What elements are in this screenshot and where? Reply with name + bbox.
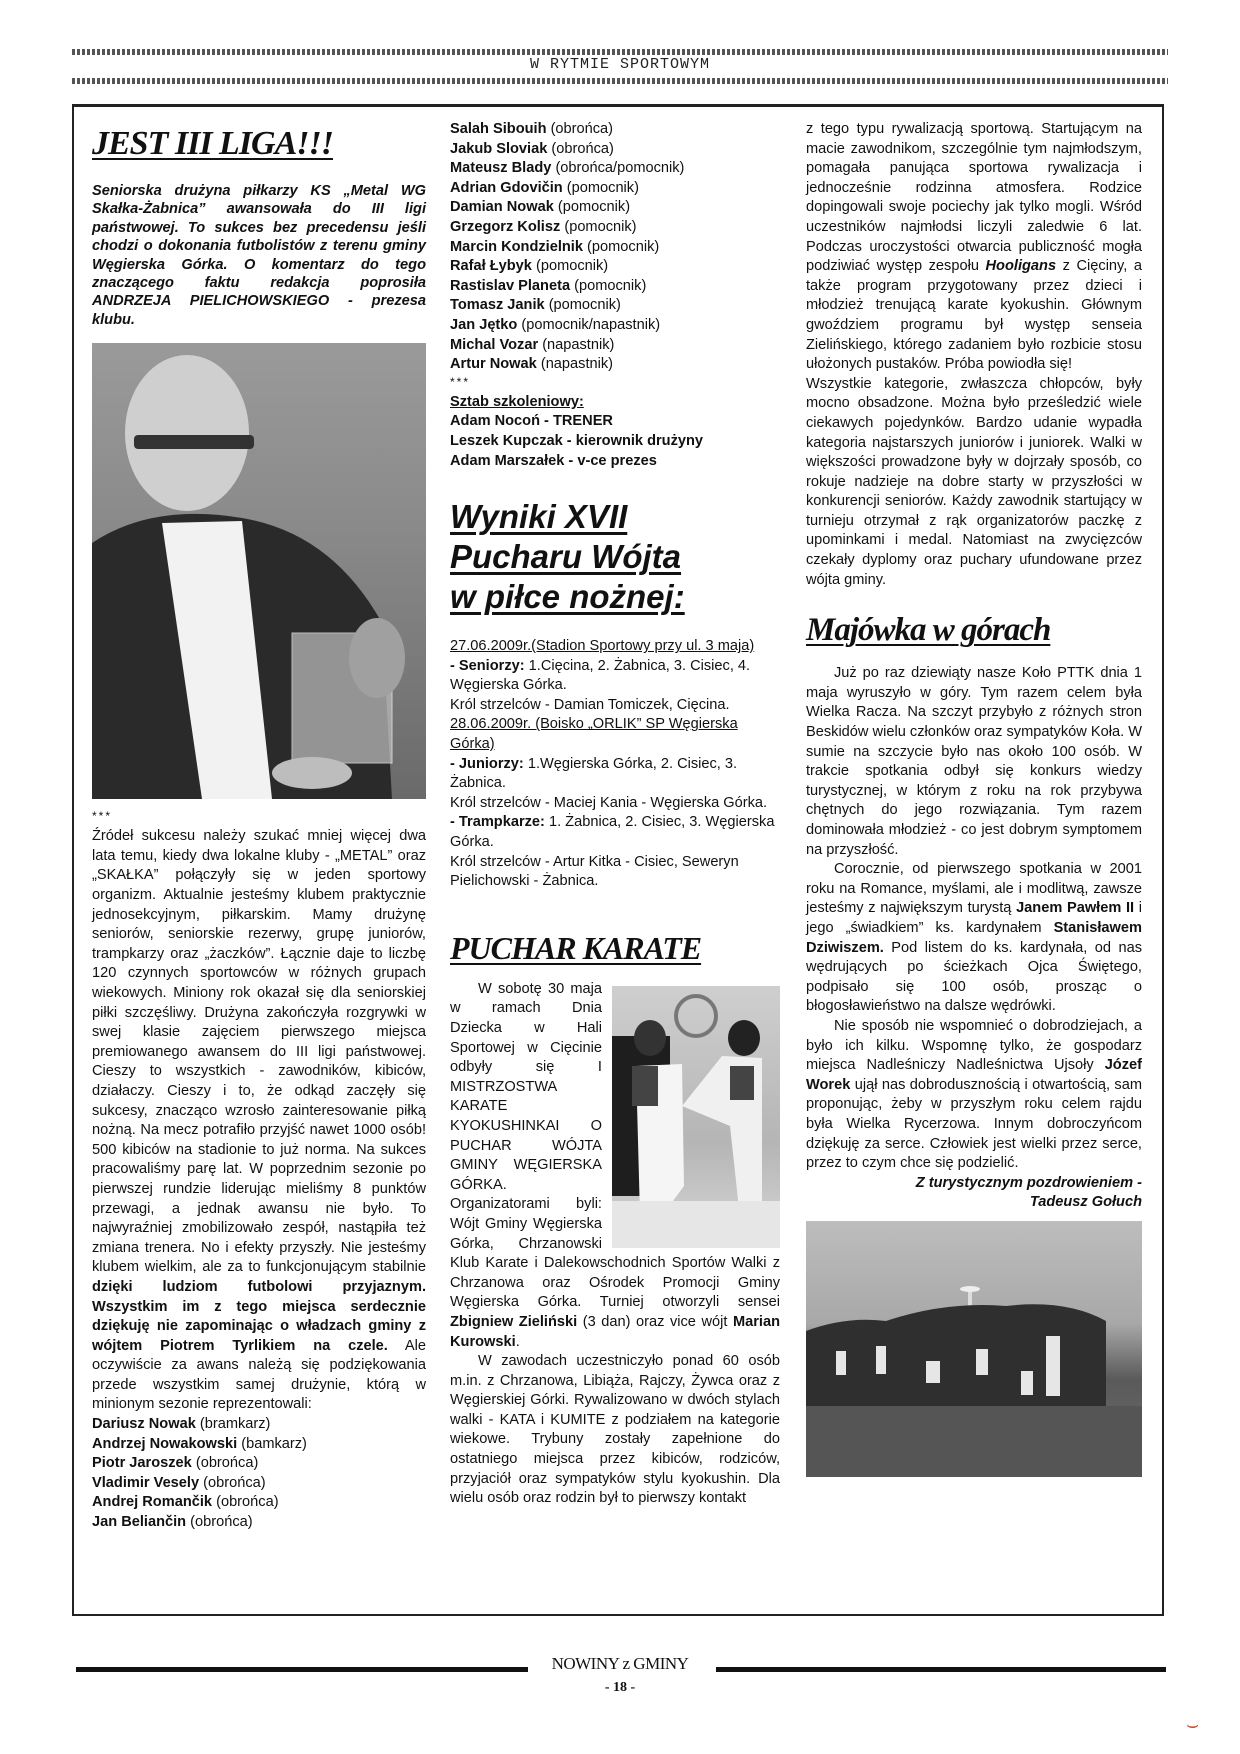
signature-author: Tadeusz Gołuch — [1029, 1194, 1142, 1211]
player-role: (bramkarz) — [199, 1416, 271, 1433]
signature-greeting: Z turystycznym pozdrowieniem - — [915, 1174, 1142, 1191]
player-role: (obrońca) — [551, 140, 614, 157]
players-list-cont — [450, 120, 780, 375]
pope-name: Janem Pawłem II — [1016, 900, 1135, 917]
day1-heading: 27.06.2009r.(Stadion Sportowy przy ul. 3 maja) — [450, 638, 755, 655]
juniorzy-scorer: Król strzelców - Maciej Kania - Węgierska Górka. — [450, 794, 768, 811]
player-role: (napastnik) — [542, 336, 615, 353]
player-item — [450, 159, 780, 179]
player-item — [92, 1435, 426, 1455]
majowka-title: Majówka w górach — [806, 612, 1051, 649]
player-name: Jan Jętko — [450, 316, 518, 333]
forester-name: Józef Worek — [806, 1057, 1142, 1093]
player-role: (pomocnik) — [574, 277, 647, 294]
majowka-paragraph-3 — [806, 1017, 1142, 1174]
cardinal-name: Stanisławem Dziwiszem. — [806, 919, 1142, 956]
player-name: Grzegorz Kolisz — [450, 218, 561, 235]
group-photo — [806, 1221, 1142, 1477]
player-item — [92, 1454, 426, 1474]
header-bottom-rule — [72, 78, 1168, 84]
karate-text: z Cięciny, a także program przygotowany przez dzieci i młodzież trenującą karate kyokushin. Głównym gwoździem programu był występ senseia Zielińskiego, którego zadaniem było rozbicie stosu ułożonych pustaków. Próba powiodła się! — [806, 258, 1142, 373]
column-3 — [806, 120, 1142, 1477]
karate-text: W sobotę 30 maja w ramach Dnia Dziecka w Hali Sportowej w Cięcinie odbyły się I MISTRZOSTWA KARATE KYOKUSHINKAI O PUCHAR WÓJTA GMINY WĘGIERSKA GÓRKA. Organizatorami byli: Wójt Gminy Węgierska Górka, Chrzanowski Klub — [450, 980, 602, 1272]
seniorzy-label: - Seniorzy: — [450, 657, 525, 674]
results-title — [450, 497, 780, 617]
player-item — [92, 1513, 426, 1533]
majowka-paragraph-1: Już po raz dziewiąty nasze Koło PTTK dnia 1 maja wyruszyło w góry. Tym razem celem była Wielka Racza. Na szczyt przybyło z różnych stron Beskidów wielu członków oraz sympatyków Koła. W sumie na szczycie było nas około 100 osób. W trakcie spotkania odbył się konkurs wiedzy turystycznej, w którym z roku na rok przybywa chętnych do jego rozwiązania. Tym razem dominowała młodzież - co jest dobrym symptomem na przyszłość. — [806, 665, 1142, 858]
player-item — [450, 336, 780, 356]
karate-photo — [612, 986, 780, 1248]
player-name: Rastislav Planeta — [450, 277, 571, 294]
seniorzy-result: 1.Cięcina, 2. Żabnica, 3. Cisiec, 4. Węgierska Górka. — [450, 657, 751, 694]
player-item — [450, 120, 780, 140]
player-role: (pomocnik) — [587, 238, 660, 255]
player-item — [450, 355, 780, 375]
player-name: Mateusz Blady — [450, 160, 552, 177]
majowka-text: i jego „świadkiem” ks. kardynałem — [806, 900, 1143, 936]
body-text-cont: Ale oczywiście za awans należą się podziękowania przede wszystkim samej drużynie, którą w minionym sezonie reprezentowali: — [92, 1337, 426, 1413]
results-title-line: Wyniki XVII — [450, 498, 628, 536]
player-name: Andrej Romančik — [92, 1494, 213, 1511]
players-list — [92, 1415, 426, 1533]
column-1 — [92, 120, 426, 1533]
player-item — [92, 1493, 426, 1513]
player-name: Andrzej Nowakowski — [92, 1435, 238, 1452]
separator-stars: *** — [92, 809, 113, 824]
person-with-trophy-icon — [92, 343, 426, 799]
player-role: (pomocnik) — [535, 258, 609, 275]
player-name: Salah Sibouih — [450, 121, 547, 137]
day2-heading: 28.06.2009r. (Boisko „ORLIK” SP Węgierska Górka) — [450, 716, 738, 753]
player-role: (pomocnik/napastnik) — [521, 316, 661, 333]
staff-item: Adam Nocoń - TRENER — [450, 413, 613, 430]
article-body — [92, 827, 426, 1415]
player-item — [450, 296, 780, 316]
player-name: Artur Nowak — [450, 356, 537, 373]
page-number: - 18 - — [604, 1680, 636, 1695]
karate-paragraph-2-cont — [806, 120, 1142, 375]
separator-stars: *** — [450, 374, 471, 389]
karate-body — [450, 980, 780, 1509]
player-item — [92, 1415, 426, 1435]
player-name: Vladimir Vesely — [92, 1474, 200, 1491]
karate-text: (3 dan) oraz vice wójt — [577, 1313, 733, 1330]
player-role: (pomocnik) — [566, 179, 639, 196]
player-role: (pomocnik) — [548, 297, 621, 314]
player-item — [450, 140, 780, 160]
player-name: Dariusz Nowak — [92, 1416, 196, 1433]
karate-text: Karate i Dalekowschodnich Sportów Walki z Chrzanowa oraz Ośrodek Promocji Gminy Węgierska Górka. Turniej otworzyli sensei — [450, 1255, 780, 1311]
publication-name: NOWINY z GMINY — [551, 1654, 689, 1673]
majowka-text: Pod listem do ks. kardynała, od nas wędrujących po ścieżkach Ojca Świętego, podpisało się 100 osób, prosząc o błogosławieństwo na dalsze wędrówki. — [806, 939, 1142, 1015]
juniorzy-result: 1.Węgierska Górka, 2. Cisiec, 3. Żabnica. — [450, 755, 738, 792]
player-item — [450, 257, 780, 277]
player-name: Piotr Jaroszek — [92, 1455, 192, 1472]
column-2 — [450, 120, 780, 1509]
player-item — [450, 198, 780, 218]
karate-paragraph-3: Wszystkie kategorie, zwłaszcza chłopców, były mocno obsadzone. Można było prześledzić wiele ciekawych pojedynków. Bardzo udanie wypadła kategoria najstarszych juniorów i juniorek. Walki w większości prowadzone były w dojrzały sposób, co rokuje nadzieje na dobre starty w przyszłości w konkurencji seniorów. Każdy zawodnik startujący w turnieju otrzymał z rąk organizatorów paczkę z upominkami i medal. Natomiast na zwycięzców czekały dyplomy oraz puchary ufundowane przez wójta gminy. — [806, 375, 1142, 588]
player-role: (obrońca) — [190, 1514, 253, 1531]
juniorzy-label: - Juniorzy: — [450, 755, 524, 772]
player-role: (obrońca) — [203, 1474, 266, 1491]
player-name: Rafał Łybyk — [450, 258, 532, 275]
hikers-group-icon — [806, 1221, 1142, 1477]
results-title-line: w piłce nożnej: — [450, 578, 685, 616]
majowka-paragraph-2 — [806, 860, 1142, 1017]
trampkarze-result: 1. Żabnica, 2. Cisiec, 3. Węgierska Górka. — [450, 814, 775, 851]
results-title-line: Pucharu Wójta — [450, 538, 682, 576]
player-name: Tomasz Janik — [450, 297, 545, 314]
majowka-text: ujął nas dobrodusznością i otwartością, sam proponując, żeby w przyszłym roku celem rajdu była Wielka Rycerzowa. Innym dobroczyńcom dziękuję za serce. Człowiek jest wielki przez serce, przez to czym chce się podzielić. — [806, 1076, 1142, 1172]
player-role: (obrońca) — [195, 1455, 259, 1472]
player-name: Damian Nowak — [450, 199, 554, 216]
majowka-text: Corocznie, od pierwszego spotkania w 2001 roku na Romance, myślami, ale i modlitwą, zawsze jesteśmy z największym turystą — [806, 861, 1142, 917]
player-role: (obrońca/pomocnik) — [555, 160, 685, 177]
header-top-rule — [72, 49, 1168, 55]
staff-heading: Sztab szkoleniowy: — [450, 393, 584, 410]
footer-rule-right — [716, 1667, 1166, 1672]
karate-paragraph-2: W zawodach uczestniczyło ponad 60 osób m.in. z Chrzanowa, Libiąża, Rajczy, Żywca oraz z Węgierskiej Górki. Rywalizowano w dwóch stylach walki - KATA i KUMITE z podziałem na kategorie wiekowe. Trybuny zostały zapełnione do ostatniego miejsca przez kibiców, rodziców, przyjaciół oraz sympatyków stylu kyokushin. Dla wielu osób oraz rodzin był to pierwszy kontakt — [450, 1353, 780, 1507]
karate-text: . — [515, 1333, 520, 1350]
corner-logo-icon: ⌣ — [1186, 1714, 1200, 1736]
majowka-text: Nie sposób nie wspomnieć o dobrodziejach, a było ich kilku. Wspomnę tylko, że gospodarz miejsca Nadleśniczy Nadleśnictwa Ujsoły — [806, 1017, 1142, 1074]
player-name: Michal Vozar — [450, 336, 539, 353]
player-item — [92, 1474, 426, 1494]
player-item — [450, 238, 780, 258]
player-role: (bamkarz) — [241, 1435, 307, 1452]
section-title: W RYTMIE SPORTOWYM — [529, 56, 711, 73]
sensei-name: Zbigniew Zieliński — [450, 1313, 578, 1330]
player-item — [450, 316, 780, 336]
band-name: Hooligans — [985, 258, 1057, 275]
player-name: Jakub Sloviak — [450, 140, 548, 157]
vice-mayor-name: Marian Kurowski — [450, 1313, 781, 1350]
karate-text: z tego typu rywalizacją sportową. Startującym na macie zawodnikom, szczególnie tym najmłodszym, pomagała panująca sportowa rywalizacja i jednocześnie rodzinna atmosfera. Rodzice dopingowali swoje pociechy jak tylko mogli. Wśród uczestników najmłodsi liczyli zaledwie 6 lat. Podczas uroczystości otwarcia publiczność mogła podziwiać występ zespołu — [806, 121, 1142, 275]
trampkarze-scorer: Król strzelców - Artur Kitka - Cisiec, Seweryn Pielichowski - Żabnica. — [450, 853, 739, 890]
results-body — [450, 637, 780, 892]
body-thanks-bold: dzięki ludziom futbolowi przyjaznym. Wszystkim im z tego miejsca serdecznie dziękuję nie zapominając o władzach gminy z wójtem Piotrem Tyrlikiem na czele. — [92, 1278, 426, 1354]
staff-item: Adam Marszałek - v-ce prezes — [450, 452, 657, 469]
player-role: (napastnik) — [540, 356, 614, 373]
article-lead: Seniorska drużyna piłkarzy KS „Metal WG Skałka-Żabnica” awansowała do III ligi państwowej. To sukces bez precedensu jeśli chodzi o dokonania futbolistów z terenu gminy Węgierska Górka. O komentarz do tego znaczącego faktu redakcja poprosiła ANDRZEJA PIELICHOWSKIEGO - prezesa klubu. — [92, 183, 426, 328]
player-role: (obrońca) — [216, 1494, 279, 1511]
seniorzy-scorer: Król strzelców - Damian Tomiczek, Cięcina. — [450, 696, 730, 713]
president-photo — [92, 343, 426, 799]
player-item — [450, 218, 780, 238]
player-role: (obrońca) — [550, 121, 614, 137]
staff-item: Leszek Kupczak - kierownik drużyny — [450, 432, 704, 449]
player-name: Jan Beliančin — [92, 1514, 187, 1531]
player-name: Adrian Gdovičin — [450, 179, 563, 196]
player-item — [450, 277, 780, 297]
player-role: (pomocnik) — [564, 218, 637, 235]
player-role: (pomocnik) — [557, 199, 631, 216]
article-title-jest-iii-liga: JEST III LIGA!!! — [92, 125, 333, 162]
body-text: Źródeł sukcesu należy szukać mniej więcej dwa lata temu, kiedy dwa lokalne kluby - „METAL” oraz „SKAŁKA” połączyły się w jeden sportowy organizm. Aktualnie jesteśmy klubem praktycznie jednosekcyjnym, piłkarskim. Mamy drużynę seniorów, seniorskie rezerwy, grupę juniorów, trampkarzy oraz „żaczków”. Łącznie daje to liczbę 120 czynnych sportowców w różnych grupach wiekowych. Miniony rok okazał się dla seniorskiej piłki szczęśliwy. Drużyna zakończyła rozgrywki w swej klasie zajęciem pierwszego miejsca premiowanego awansem do III ligi państwowej. Cieszy to wszystkich - zawodników, kibiców, działaczy. Cieszy i to, że odkąd zaczęły się sukcesy, znacząco wzrosło zainteresowanie piłką nożną. Na mecz potrafiło przyjść nawet 1000 osób! 500 kibiców na stadionie to już norma. Na sukces pracowaliśmy parę lat. W poprzednim sezonie po pierwszej rundzie liderując mieliśmy 8 punktów przewagi, a jednak awansu nie było. To najwyraźniej zmobilizowało zespół, nastąpiła też zmiana trenera. No i efekty przyszły. Nie jesteśmy klubem wielkim, ale za to funkcjonującym stabilnie — [92, 828, 426, 1276]
player-item — [450, 179, 780, 199]
trampkarze-label: - Trampkarze: — [450, 814, 545, 831]
karate-title: PUCHAR KARATE — [450, 929, 702, 966]
player-name: Marcin Kondzielnik — [450, 238, 583, 255]
karate-fighters-icon — [612, 986, 780, 1248]
